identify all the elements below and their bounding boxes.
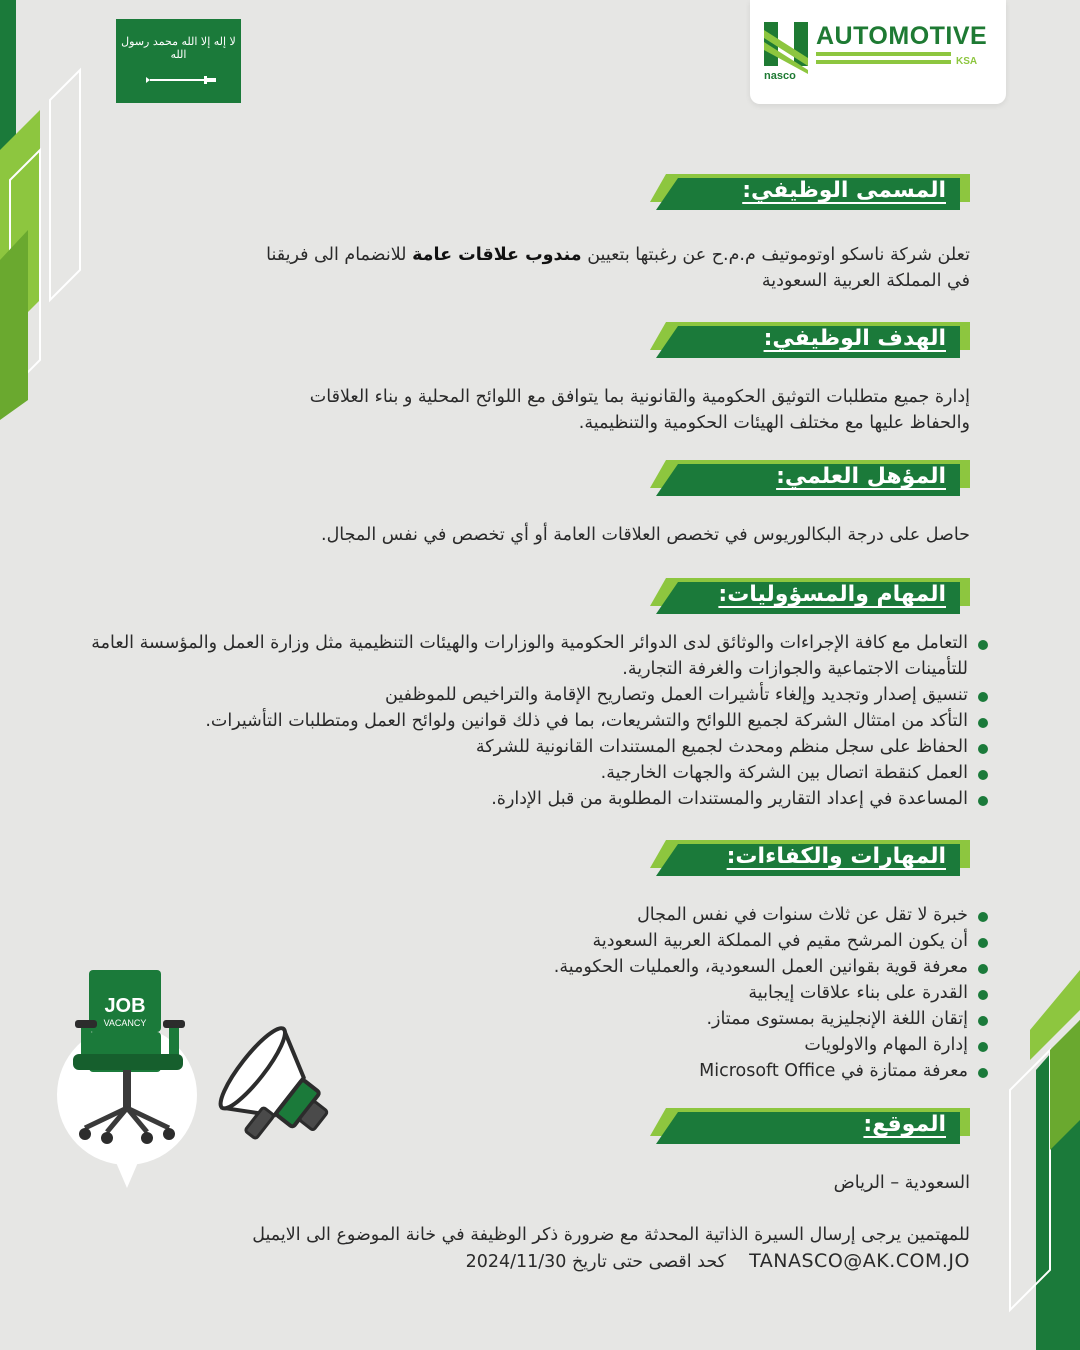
flag-shahada: لا إله إلا الله محمد رسول الله [121,35,236,61]
logo-region-text: KSA [956,56,978,67]
list-item: أن يكون المرشح مقيم في المملكة العربية السعودية [368,928,988,954]
company-logo [750,0,1006,104]
section-title: الموقع: [863,1112,946,1137]
list-item: العمل كنقطة اتصال بين الشركة والجهات الخارجية. [48,760,988,786]
qualification-paragraph [110,522,970,548]
megaphone-icon [218,1018,338,1158]
section-header-skills [640,840,970,876]
skills-list [368,902,988,1084]
sword-icon [146,74,218,86]
list-item: الحفاظ على سجل منظم ومحدث لجميع المستندات القانونية للشركة [48,734,988,760]
section-header-job-goal [640,322,970,358]
qualification-line1: حاصل على درجة البكالوريوس في تخصص العلاقات العامة أو أي تخصص في نفس المجال. [321,525,970,545]
list-item: القدرة على بناء علاقات إيجابية [368,980,988,1006]
job-vacancy-chair-illustration [55,970,205,1195]
section-title: الهدف الوظيفي: [763,326,946,351]
left-stripes-decoration [0,0,90,420]
section-header-duties [640,578,970,614]
location-value: السعودية – الرياض [833,1173,970,1193]
list-item: التأكد من امتثال الشركة لجميع اللوائح والتشريعات، بما في ذلك قوانين ولوائح العمل ومتطلبات التأشيرات. [48,708,988,734]
section-title: المهارات والكفاءات: [726,844,946,869]
apply-deadline: كحد اقصى حتى تاريخ 2024/11/30 [465,1252,726,1272]
apply-instructions [70,1222,970,1275]
list-item: إتقان اللغة الإنجليزية بمستوى ممتاز. [368,1006,988,1032]
section-title: المؤهل العلمي: [776,464,946,489]
logo-accent-lines [816,52,951,68]
section-header-job-title [640,174,970,210]
apply-email[interactable]: TANASCO@AK.COM.JO [749,1250,970,1272]
list-item: خبرة لا تقل عن ثلاث سنوات في نفس المجال [368,902,988,928]
saudi-flag [116,19,241,103]
list-item: معرفة قوية بقوانين العمل السعودية، والعمليات الحكومية. [368,954,988,980]
list-item: معرفة ممتازة في Microsoft Office [368,1058,988,1084]
location-paragraph [570,1170,970,1196]
chair-sign-line1: JOB [104,995,146,1017]
section-title: المسمى الوظيفي: [742,178,946,203]
apply-line1: للمهتمين يرجى إرسال السيرة الذاتية المحدثة مع ضرورة ذكر الوظيفة في خانة الموضوع الى الايميل [252,1225,970,1245]
list-item: المساعدة في إعداد التقارير والمستندات المطلوبة من قبل الإدارة. [48,786,988,812]
job-title-text-before: تعلن شركة ناسكو اوتوموتيف م.م.ح عن رغبتها بتعيين [587,245,970,265]
job-title-highlight: مندوب علاقات عامة [412,245,582,265]
logo-brand-text: AUTOMOTIVE [816,22,988,50]
logo-sub-text: nasco [764,70,796,82]
job-goal-line1: إدارة جميع متطلبات التوثيق الحكومية والقانونية بما يتوافق مع اللوائح المحلية و بناء العلاقات [309,387,970,407]
job-title-paragraph [70,242,970,294]
section-header-location [640,1108,970,1144]
right-stripes-decoration [990,970,1080,1350]
list-item: التعامل مع كافة الإجراءات والوثائق لدى الدوائر الحكومية والوزارات والهيئات التنظيمية مثل وزارة العمل والمؤسسة العامة للتأمينات الاجتماعية والجوازات والغرفة التجارية. [48,630,988,682]
job-title-line2: في المملكة العربية السعودية [761,271,970,291]
section-header-qualification [640,460,970,496]
nasco-n-logo-icon [764,22,808,74]
chair-sign-line2: VACANCY [103,1018,147,1028]
job-goal-line2: والحفاظ عليها مع مختلف الهيئات الحكومية والتنظيمية. [578,413,970,433]
duties-list [48,630,988,812]
section-title: المهام والمسؤوليات: [718,582,946,607]
list-item: تنسيق إصدار وتجديد وإلغاء تأشيرات العمل وتصاريح الإقامة والتراخيص للموظفين [48,682,988,708]
job-goal-paragraph [110,384,970,436]
job-title-text-after: للانضمام الى فريقنا [266,245,407,265]
list-item: إدارة المهام والاولويات [368,1032,988,1058]
